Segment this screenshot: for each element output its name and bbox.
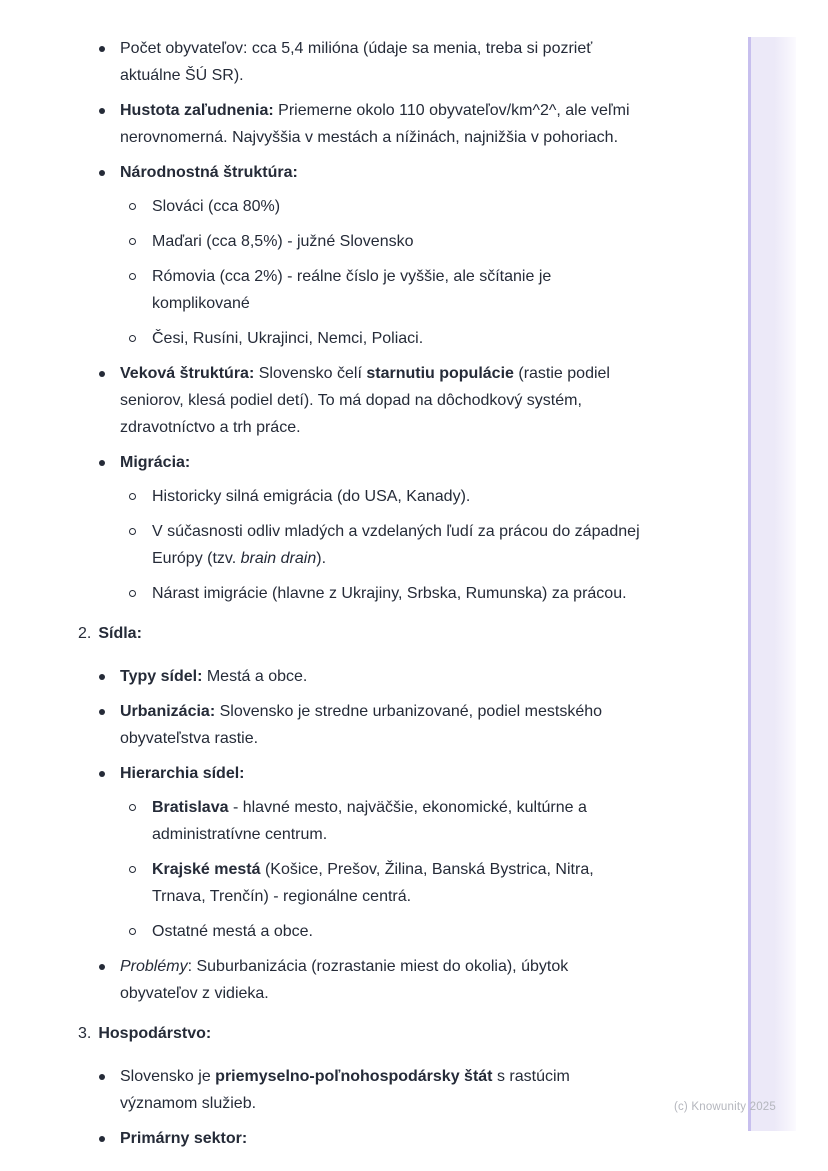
circle-bullet-icon	[129, 804, 136, 811]
text-segment: Krajské mestá	[152, 861, 261, 878]
list-number: 2.	[78, 625, 92, 642]
text-segment: Primárny sektor:	[120, 1130, 248, 1147]
text-segment: Slovensko je	[120, 1068, 216, 1085]
list-item	[120, 953, 748, 1007]
text-segment: administratívne centrum.	[152, 826, 328, 843]
text-segment: Priemerne okolo 110 obyvateľov/km^2^, ale veľmi	[273, 102, 630, 119]
numbered-heading-text	[98, 625, 142, 642]
circle-bullet-icon	[129, 273, 136, 280]
document-content	[0, 35, 748, 1160]
bullet-icon	[99, 46, 105, 52]
list-item-text	[120, 40, 592, 84]
bullet-list	[0, 1063, 748, 1152]
bullet-icon	[99, 371, 105, 377]
list-item-text	[152, 585, 627, 602]
list-item-text	[152, 523, 640, 567]
text-segment: nerovnomerná. Najvyššia v mestách a nížinách, najnižšia v pohoriach.	[120, 129, 619, 146]
list-item	[152, 263, 748, 317]
text-segment: obyvateľstva rastie.	[120, 730, 259, 747]
bullet-list	[0, 663, 748, 1007]
text-segment: Európy (tzv.	[152, 550, 241, 567]
list-item	[152, 580, 748, 607]
circle-bullet-icon	[129, 335, 136, 342]
circle-bullet-icon	[129, 238, 136, 245]
text-segment: Historicky silná emigrácia (do USA, Kanady).	[152, 488, 471, 505]
list-item-text	[120, 365, 610, 436]
text-segment: Migrácia:	[120, 454, 191, 471]
list-item	[120, 449, 748, 607]
circle-bullet-icon	[129, 528, 136, 535]
text-segment: (rastie podiel	[513, 365, 610, 382]
list-item	[120, 97, 748, 151]
text-segment: Problémy	[120, 958, 188, 975]
sub-bullet-list	[120, 193, 748, 352]
list-item-text	[120, 1068, 570, 1112]
text-segment: s rastúcim	[492, 1068, 570, 1085]
text-segment: Typy sídel:	[120, 668, 203, 685]
list-item-text	[120, 164, 298, 181]
copyright-watermark: (c) Knowunity 2025	[673, 1101, 776, 1113]
text-segment: ).	[316, 550, 327, 567]
bullet-icon	[99, 1074, 105, 1080]
list-item	[120, 1063, 748, 1117]
text-segment: Urbanizácia:	[120, 703, 216, 720]
text-segment: Ostatné mestá a obce.	[152, 923, 313, 940]
list-item	[152, 918, 748, 945]
list-item-text	[120, 958, 568, 1002]
text-segment: (Košice, Prešov, Žilina, Banská Bystrica, Nitra,	[260, 861, 594, 878]
bullet-icon	[99, 460, 105, 466]
bullet-list	[0, 35, 748, 607]
text-segment: V súčasnosti odliv mladých a vzdelaných ľudí za prácou do západnej	[152, 523, 640, 540]
right-scroll-rail	[748, 37, 796, 1131]
list-item	[152, 483, 748, 510]
list-item-text	[120, 102, 630, 146]
text-segment: Veková štruktúra:	[120, 365, 255, 382]
list-item-text	[152, 488, 470, 505]
text-segment: Slovensko je stredne urbanizované, podiel mestského	[215, 703, 603, 720]
circle-bullet-icon	[129, 928, 136, 935]
list-item	[152, 325, 748, 352]
list-item-text	[120, 454, 190, 471]
list-item-text	[152, 330, 423, 347]
list-item	[120, 1125, 748, 1152]
circle-bullet-icon	[129, 203, 136, 210]
text-segment: brain drain	[240, 550, 317, 567]
text-segment: seniorov, klesá podiel detí). To má dopad na dôchodkový systém,	[120, 392, 582, 409]
list-item-text	[120, 668, 307, 685]
list-item	[120, 360, 748, 441]
list-item	[120, 159, 748, 352]
bullet-icon	[99, 709, 105, 715]
text-segment: Hierarchia sídel:	[120, 765, 245, 782]
text-segment: aktuálne ŠÚ SR).	[120, 67, 244, 84]
bullet-icon	[99, 1136, 105, 1142]
text-segment: priemyselno-poľnohospodársky štát	[215, 1068, 493, 1085]
list-item-text	[152, 861, 594, 905]
text-segment: Počet obyvateľov: cca 5,4 milióna (údaje sa menia, treba si pozrieť	[120, 40, 593, 57]
list-item	[120, 760, 748, 945]
numbered-heading	[0, 620, 748, 647]
text-segment: Sídla:	[98, 625, 142, 642]
text-segment: : Suburbanizácia (rozrastanie miest do okolia), úbytok	[187, 958, 569, 975]
text-segment: Hustota zaľudnenia:	[120, 102, 274, 119]
list-item-text	[120, 765, 245, 782]
text-segment: komplikované	[152, 295, 250, 312]
circle-bullet-icon	[129, 493, 136, 500]
list-item	[152, 518, 748, 572]
list-item	[152, 228, 748, 255]
text-segment: Nárast imigrácie (hlavne z Ukrajiny, Srbska, Rumunska) za prácou.	[152, 585, 627, 602]
circle-bullet-icon	[129, 866, 136, 873]
text-segment: Bratislava	[152, 799, 229, 816]
list-number: 3.	[78, 1025, 92, 1042]
text-segment: Národnostná štruktúra:	[120, 164, 298, 181]
text-segment: zdravotníctvo a trh práce.	[120, 419, 301, 436]
bullet-icon	[99, 674, 105, 680]
list-item-text	[120, 1130, 247, 1147]
list-item	[152, 193, 748, 220]
text-segment: Mestá a obce.	[202, 668, 308, 685]
bullet-icon	[99, 964, 105, 970]
circle-bullet-icon	[129, 590, 136, 597]
bullet-icon	[99, 170, 105, 176]
text-segment: obyvateľov z vidieka.	[120, 985, 269, 1002]
sub-bullet-list	[120, 794, 748, 945]
bullet-icon	[99, 771, 105, 777]
list-item	[120, 698, 748, 752]
bullet-icon	[99, 108, 105, 114]
text-segment: starnutiu populácie	[366, 365, 514, 382]
text-segment: Rómovia (cca 2%) - reálne číslo je vyššie, ale sčítanie je	[152, 268, 552, 285]
list-item	[120, 663, 748, 690]
text-segment: Hospodárstvo:	[98, 1025, 212, 1042]
text-segment: Slováci (cca 80%)	[152, 198, 281, 215]
list-item-text	[152, 268, 551, 312]
text-segment: Maďari (cca 8,5%) - južné Slovensko	[152, 233, 414, 250]
sub-bullet-list	[120, 483, 748, 607]
numbered-heading	[0, 1020, 748, 1047]
list-item	[152, 794, 748, 848]
numbered-heading-text	[98, 1025, 211, 1042]
list-item	[120, 35, 748, 89]
text-segment: - hlavné mesto, najväčšie, ekonomické, kultúrne a	[228, 799, 587, 816]
text-segment: Trnava, Trenčín) - regionálne centrá.	[152, 888, 412, 905]
list-item-text	[120, 703, 602, 747]
list-item	[152, 856, 748, 910]
list-item-text	[152, 799, 587, 843]
text-segment: významom služieb.	[120, 1095, 257, 1112]
text-segment: Slovensko čelí	[254, 365, 367, 382]
text-segment: Česi, Rusíni, Ukrajinci, Nemci, Poliaci.	[152, 330, 424, 347]
list-item-text	[152, 923, 313, 940]
list-item-text	[152, 198, 280, 215]
list-item-text	[152, 233, 414, 250]
